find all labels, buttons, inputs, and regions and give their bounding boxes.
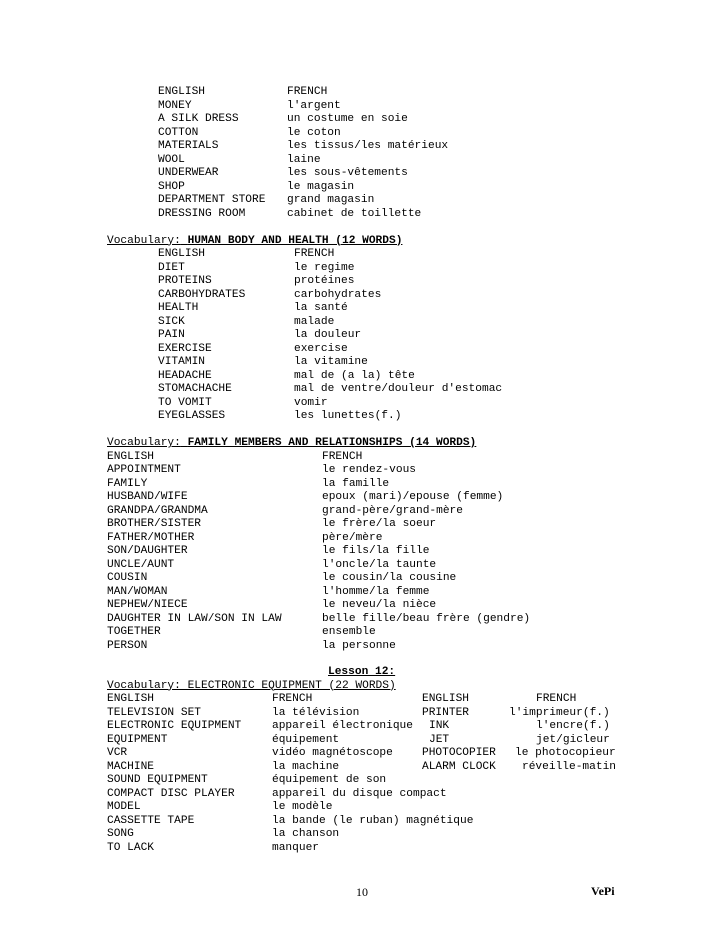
vocab-cell: PRINTER <box>422 706 469 719</box>
vocab-cell: le photocopieur <box>515 747 616 759</box>
section-title: HUMAN BODY AND HEALTH (12 WORDS) <box>187 234 403 247</box>
vocab-cell: COUSIN <box>107 572 148 584</box>
vocab-cell: ENGLISH <box>158 86 205 98</box>
vocab-cell: TOGETHER <box>107 626 161 638</box>
vocab-cell: le magasin <box>287 180 355 193</box>
vocab-cell: INK <box>429 720 450 732</box>
vocab-cell: SHOP <box>158 180 185 193</box>
vocab-cell: FRENCH <box>287 86 328 98</box>
vocab-cell: le coton <box>287 126 341 139</box>
vocab-cell: l'imprimeur(f.) <box>509 706 610 719</box>
vocab-cell: UNCLE/AUNT <box>107 558 175 571</box>
vocab-cell: FRENCH <box>536 693 577 705</box>
vocab-cell: belle fille/beau frère (gendre) <box>322 612 531 625</box>
vocab-cell: TO VOMIT <box>158 396 212 409</box>
vocab-cell: PHOTOCOPIER <box>422 747 496 759</box>
vocab-cell: malade <box>294 315 335 328</box>
vocab-cell: la télévision <box>272 706 360 719</box>
vocab-cell: ENGLISH <box>107 450 154 463</box>
section-heading-family <box>107 437 476 451</box>
section-heading-human-body <box>107 235 402 249</box>
page-number: 10 <box>356 885 368 899</box>
vocab-cell: l'homme/la femme <box>322 585 430 598</box>
vocab-cell: l'argent <box>287 99 341 112</box>
vocab-cell: SON/DAUGHTER <box>107 545 188 557</box>
vocab-cell: ELECTRONIC EQUIPMENT <box>107 720 242 732</box>
vocab-cell: HEADACHE <box>158 369 212 382</box>
vocab-cell: équipement de son <box>272 774 387 786</box>
vocab-cell: carbohydrates <box>294 288 382 301</box>
vocab-cell: FATHER/MOTHER <box>107 531 195 544</box>
vocab-cell: appareil électronique <box>272 720 413 732</box>
vocab-label: Vocabulary: <box>107 234 181 247</box>
vocab-cell: FRENCH <box>322 450 363 463</box>
vocab-cell: epoux (mari)/epouse (femme) <box>322 491 504 503</box>
vocab-cell: FRENCH <box>272 693 313 705</box>
vocab-cell: COTTON <box>158 126 199 139</box>
vocab-cell: TELEVISION SET <box>107 706 201 719</box>
author-mark: VePi <box>591 884 615 898</box>
vocab-cell: EYEGLASSES <box>158 410 226 422</box>
vocab-cell: grand-père/grand-mère <box>322 504 463 517</box>
vocab-cell: mal de ventre/douleur d'estomac <box>294 383 503 395</box>
vocab-cell: exercise <box>294 342 348 355</box>
vocab-cell: la machine <box>272 760 340 773</box>
vocab-cell: WOOL <box>158 153 185 166</box>
vocab-cell: STOMACHACHE <box>158 383 232 395</box>
vocab-cell: les tissus/les matérieux <box>287 140 449 152</box>
vocab-cell: le cousin/la cousine <box>322 572 457 584</box>
vocab-cell: PAIN <box>158 329 185 341</box>
vocab-cell: manquer <box>272 841 319 854</box>
vocab-label: Vocabulary: <box>107 437 181 449</box>
section-title: FAMILY MEMBERS AND RELATIONSHIPS (14 WORDS) <box>187 437 477 449</box>
vocab-cell: vidéo magnétoscope <box>272 747 393 759</box>
vocab-cell: le frère/la soeur <box>322 518 437 530</box>
vocab-cell: cabinet de toillette <box>287 207 422 220</box>
vocab-cell: DAUGHTER IN LAW/SON IN LAW <box>107 612 282 625</box>
vocab-cell: MODEL <box>107 801 141 813</box>
vocab-cell: le regime <box>294 261 355 274</box>
lesson-title: Lesson 12: <box>328 666 396 678</box>
vocab-cell: SICK <box>158 315 185 328</box>
vocab-cell: NEPHEW/NIECE <box>107 599 188 611</box>
vocab-cell: MAN/WOMAN <box>107 585 168 598</box>
vocab-cell: les sous-vêtements <box>287 167 408 179</box>
vocab-cell: la vitamine <box>294 356 368 368</box>
vocab-cell: DIET <box>158 261 185 274</box>
vocab-cell: EQUIPMENT <box>107 733 168 746</box>
vocab-cell: l'encre(f.) <box>536 720 610 732</box>
lesson-vocab-heading: Vocabulary: ELECTRONIC EQUIPMENT (22 WORDS) <box>107 679 396 692</box>
vocab-cell: ensemble <box>322 626 376 638</box>
vocab-cell: équipement <box>272 733 340 746</box>
vocab-cell: FRENCH <box>294 248 335 260</box>
vocab-cell: SOUND EQUIPMENT <box>107 774 208 786</box>
vocab-cell: DEPARTMENT STORE <box>158 194 266 206</box>
vocab-cell: VITAMIN <box>158 356 205 368</box>
vocab-cell: la famille <box>322 477 390 490</box>
vocab-cell: la bande (le ruban) magnétique <box>272 814 474 827</box>
vocab-cell: le rendez-vous <box>322 464 416 476</box>
vocab-cell: PROTEINS <box>158 275 212 287</box>
vocab-cell: père/mère <box>322 531 383 544</box>
vocab-cell: APPOINTMENT <box>107 464 181 476</box>
vocab-cell: le modèle <box>272 801 333 813</box>
vocab-cell: A SILK DRESS <box>158 113 239 125</box>
vocab-cell: FAMILY <box>107 477 148 490</box>
vocab-cell: les lunettes(f.) <box>294 410 402 422</box>
vocab-cell: la chanson <box>272 828 340 840</box>
vocab-cell: GRANDPA/GRANDMA <box>107 504 208 517</box>
vocab-cell: CASSETTE TAPE <box>107 814 195 827</box>
vocab-cell: la santé <box>294 302 348 314</box>
vocab-cell: SONG <box>107 828 134 840</box>
vocab-cell: VCR <box>107 747 128 759</box>
vocab-cell: UNDERWEAR <box>158 167 219 179</box>
vocab-cell: le neveu/la nièce <box>322 599 437 611</box>
vocab-cell: HEALTH <box>158 302 199 314</box>
vocab-cell: réveille-matin <box>522 760 616 773</box>
vocab-cell: MONEY <box>158 99 192 112</box>
vocab-cell: TO LACK <box>107 841 154 854</box>
vocab-cell: BROTHER/SISTER <box>107 518 201 530</box>
vocab-cell: l'oncle/la taunte <box>322 558 437 571</box>
vocab-cell: ENGLISH <box>158 248 205 260</box>
vocab-cell: vomir <box>294 396 328 409</box>
vocab-cell: la personne <box>322 639 396 652</box>
vocab-cell: grand magasin <box>287 194 375 206</box>
vocab-cell: appareil du disque compact <box>272 787 447 800</box>
vocab-cell: la douleur <box>294 329 362 341</box>
vocab-cell: EXERCISE <box>158 342 212 355</box>
vocab-cell: ALARM CLOCK <box>422 760 496 773</box>
vocab-cell: laine <box>287 153 321 166</box>
vocab-cell: un costume en soie <box>287 113 408 125</box>
vocab-cell: MATERIALS <box>158 140 219 152</box>
vocab-cell: le fils/la fille <box>322 545 430 557</box>
vocab-cell: DRESSING ROOM <box>158 207 246 220</box>
vocab-cell: JET <box>429 733 450 746</box>
vocab-cell: jet/gicleur <box>536 733 610 746</box>
vocab-cell: ENGLISH <box>107 693 154 705</box>
vocab-cell: MACHINE <box>107 760 154 773</box>
vocab-cell: HUSBAND/WIFE <box>107 491 188 503</box>
vocab-cell: PERSON <box>107 639 148 652</box>
vocab-cell: mal de (a la) tête <box>294 369 415 382</box>
vocab-cell: COMPACT DISC PLAYER <box>107 787 235 800</box>
vocab-cell: protéines <box>294 275 355 287</box>
vocab-cell: CARBOHYDRATES <box>158 288 246 301</box>
vocab-cell: ENGLISH <box>422 693 469 705</box>
